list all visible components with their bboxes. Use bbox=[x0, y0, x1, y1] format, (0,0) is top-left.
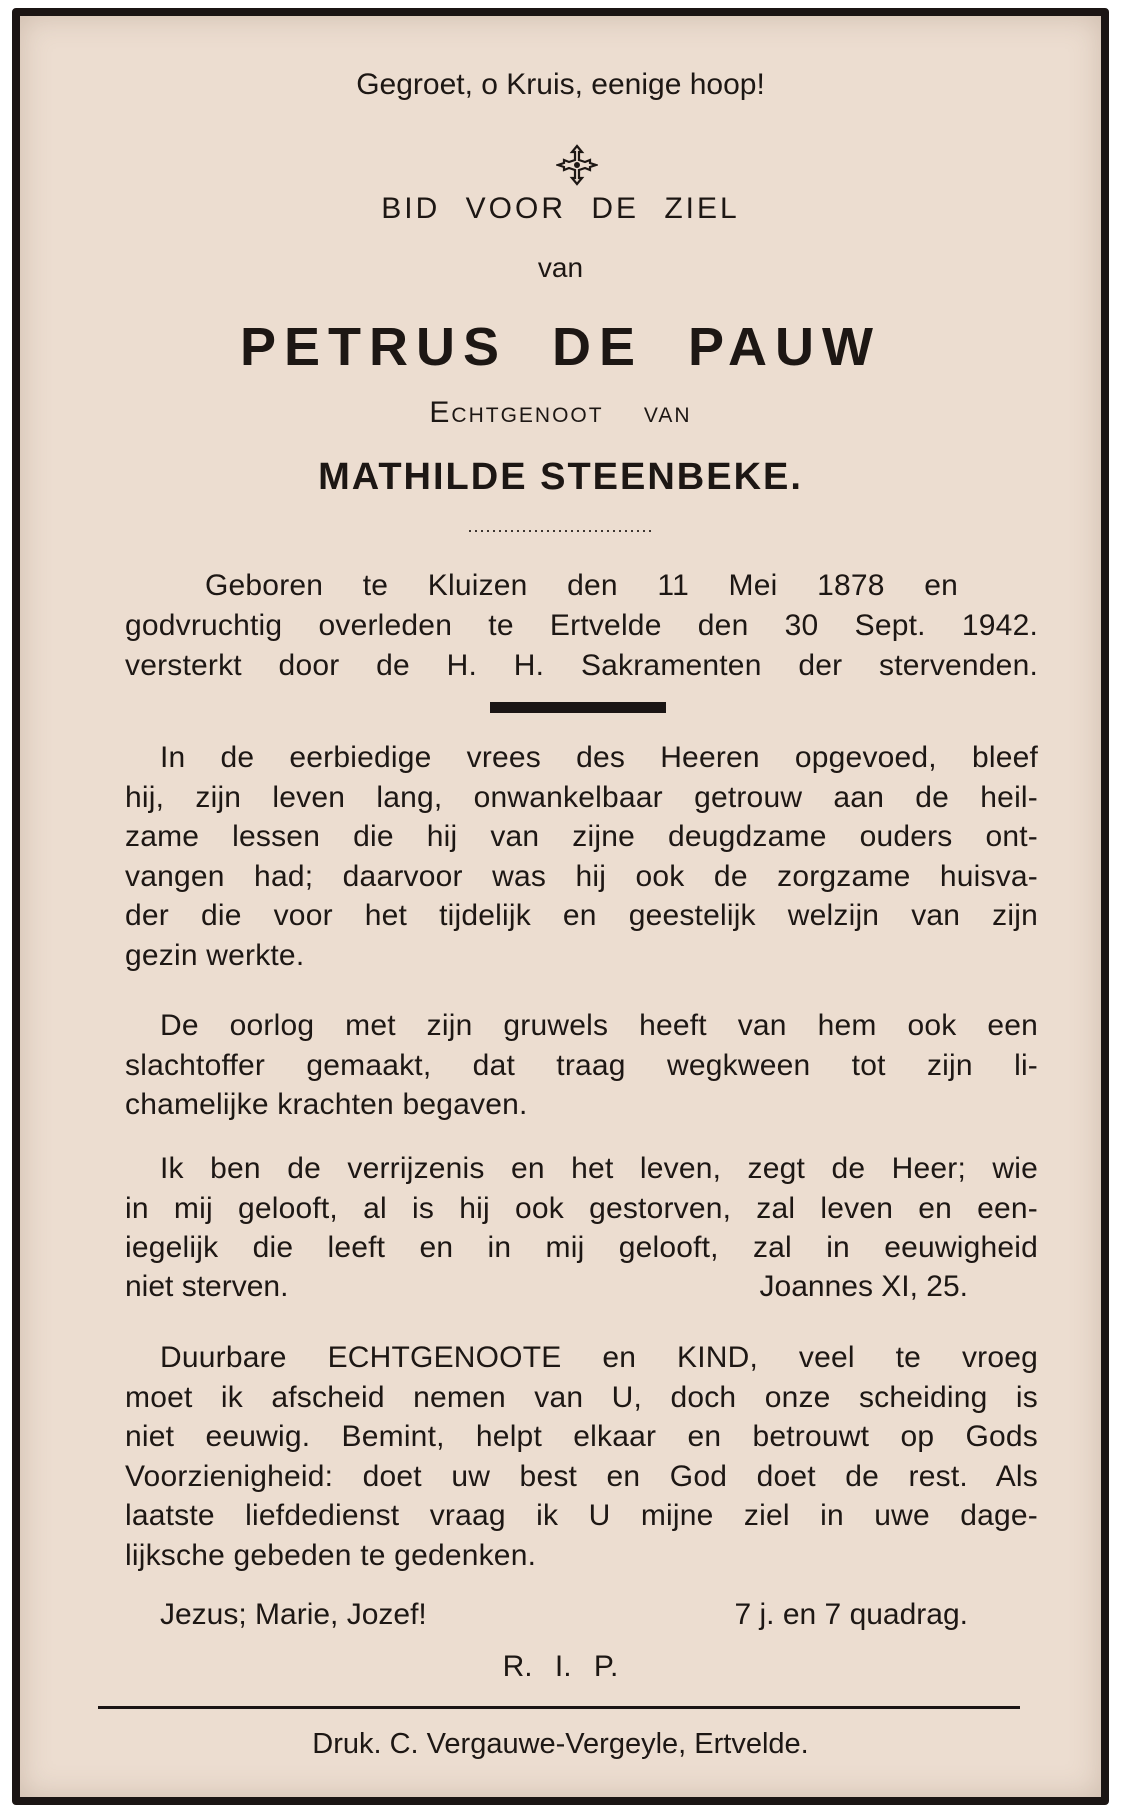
p3-line-1: Ik ben de verrijzenis en het leven, zegt de Heer; wie bbox=[160, 1152, 1038, 1185]
closing-line bbox=[125, 1598, 1038, 1632]
indulgence-text: 7 j. en 7 quadrag. bbox=[734, 1598, 968, 1631]
p4-line-2: moet ik afscheid nemen van U, doch onze scheiding is bbox=[125, 1380, 1038, 1414]
birth-death-text bbox=[125, 566, 1038, 686]
prayer-heading: BID VOOR DE ZIEL bbox=[381, 192, 740, 225]
paragraph-3 bbox=[125, 1149, 1038, 1268]
p1-line-4: vangen had; daarvoor was hij ook de zorgzame huisva- bbox=[125, 859, 1038, 893]
rip-text: R. I. P. bbox=[502, 1650, 619, 1683]
p4-line-3: niet eeuwig. Bemint, helpt elkaar en betrouwt op Gods bbox=[125, 1420, 1038, 1453]
scripture-reference: Joannes XI, 25. bbox=[759, 1270, 968, 1303]
ejaculation-text: Jezus; Marie, Jozef! bbox=[160, 1598, 427, 1631]
p4-line-5: laatste liefdedienst vraag ik U mijne ziel in uwe dage- bbox=[125, 1499, 1038, 1532]
birth-line-1: Geboren te Kluizen den 11 Mei 1878 en bbox=[205, 569, 958, 602]
dotted-divider: ............................... bbox=[467, 516, 654, 536]
p1-line-5: der die voor het tijdelijk en geestelijk welzijn van zijn bbox=[125, 899, 1038, 932]
printer-imprint: Druk. C. Vergauwe-Vergeyle, Ertvelde. bbox=[312, 1728, 809, 1760]
paragraph-1 bbox=[125, 738, 1038, 975]
relation-label: Echtgenoot van bbox=[429, 396, 692, 429]
p3-line-4: niet sterven. bbox=[125, 1270, 289, 1303]
footer-rule bbox=[98, 1706, 1020, 1709]
p1-line-2: hij, zijn leven lang, onwankelbaar getrouw aan de heil- bbox=[125, 780, 1038, 814]
birth-line-2: godvruchtig overleden te Ertvelde den 30 Sept. 1942. bbox=[125, 609, 1038, 642]
p1-line-6: gezin werkte. bbox=[125, 938, 305, 972]
spouse-name: MATHILDE STEENBEKE. bbox=[318, 456, 803, 498]
p3-line-3: iegelijk die leeft en in mij gelooft, zal in eeuwigheid bbox=[125, 1231, 1038, 1264]
salutation: Gegroet, o Kruis, eenige hoop! bbox=[356, 68, 765, 101]
memorial-card bbox=[12, 8, 1109, 1805]
p1-line-3: zame lessen die hij van zijne deugdzame ouders ont- bbox=[125, 820, 1038, 853]
thick-divider bbox=[490, 702, 666, 713]
p2-line-1: De oorlog met zijn gruwels heeft van hem ook een bbox=[160, 1009, 1038, 1042]
van-label: van bbox=[537, 252, 584, 283]
p2-line-3: chamelijke krachten begaven. bbox=[125, 1088, 528, 1121]
p4-line-6: lijksche gebeden te gedenken. bbox=[125, 1538, 537, 1572]
p4-line-4: Voorzienigheid: doet uw best en God doet de rest. Als bbox=[125, 1459, 1038, 1493]
birth-line-3: versterkt door de H. H. Sakramenten der stervenden. bbox=[125, 649, 1038, 682]
paragraph-2 bbox=[125, 1006, 1038, 1125]
cross-pattee-icon bbox=[556, 144, 598, 186]
p1-line-1: In de eerbiedige vrees des Heeren opgevoed, bleef bbox=[160, 741, 1038, 774]
p3-line-2: in mij gelooft, al is hij ook gestorven, zal leven en een- bbox=[125, 1191, 1038, 1225]
paragraph-3-end bbox=[125, 1270, 1038, 1304]
p4-line-1: Duurbare ECHTGENOOTE en KIND, veel te vroeg bbox=[160, 1341, 1038, 1374]
paragraph-4 bbox=[125, 1338, 1038, 1575]
p2-line-2: slachtoffer gemaakt, dat traag wegkween tot zijn li- bbox=[125, 1048, 1038, 1082]
deceased-name: PETRUS DE PAUW bbox=[239, 317, 882, 377]
